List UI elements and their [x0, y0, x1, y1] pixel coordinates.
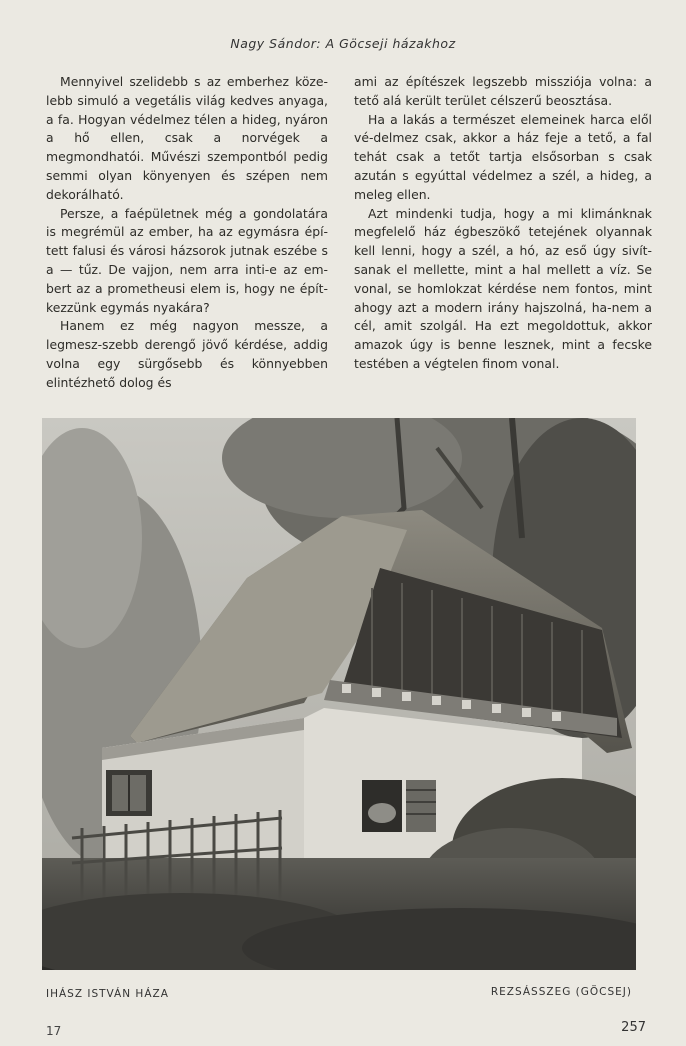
paragraph: Hanem ez még nagyon messze, a legmesz-szebb derengő jövő kérdése, addig volna egy sürgősebb és könnyebben elintézhető dolog és	[46, 318, 328, 390]
house-photograph	[42, 418, 636, 970]
running-title: Nagy Sándor: A Göcseji házakhoz	[230, 36, 456, 51]
paragraph: Ha a lakás a természet elemeinek harca elől vé-delmez csak, akkor a ház feje a tető, a fal tehát csak a tetőt tartja elsősorban s csak azután s egyúttal védelmez a szél, a hideg, a meleg ellen.	[354, 111, 652, 202]
paragraph: Persze, a faépületnek még a gondolatára is megrémül az ember, ha az egymásra épí-tett falusi és városi házsorok jutnak eszébe s a — tűz. De vajjon, nem arra inti-e az em-bert az a prometheusi elem is, hogy ne épít-kezzünk egymás nyakára?	[46, 205, 328, 315]
paragraph: Azt mindenki tudja, hogy a mi klimánknak megfelelő ház égbeszökő tetejének olyannak kell lenni, hogy a szél, a hó, az eső úgy sivít-sanak el mellette, mint a hal mellett a víz. Se vonal, se homlokzat kérdése nem fontos, mint ahogy azt a modern irány hajszolná, ha-nem a cél, amit szolgál. Ha ezt megoldottuk, akkor amazok úgy is benne lesznek, mint a fecske testében a végtelen finom vonal.	[354, 205, 652, 371]
house-photo-illustration	[42, 418, 636, 970]
page-number: 257	[621, 1020, 646, 1035]
signature-mark: 17	[46, 1024, 62, 1038]
text-column-left	[46, 73, 328, 393]
text-column-right	[354, 73, 652, 374]
paragraph: ami az építészek legszebb missziója volna: a tető alá került terület célszerű beosztása.	[354, 74, 652, 108]
photo-caption-title: IHÁSZ ISTVÁN HÁZA	[46, 988, 169, 1000]
photo-caption-location: REZSÁSSZEG (GÖCSEJ)	[490, 986, 632, 998]
paragraph: Mennyivel szelidebb s az emberhez köze-lebb simuló a vegetális világ kedves anyaga, a fa. Hogyan védelmez télen a hideg, nyáron a hő ellen, csak a norvégek a megmondhatói. Művészi szempontból pedig semmi olyan könyenyen és szépen nem dekorálható.	[46, 74, 328, 202]
